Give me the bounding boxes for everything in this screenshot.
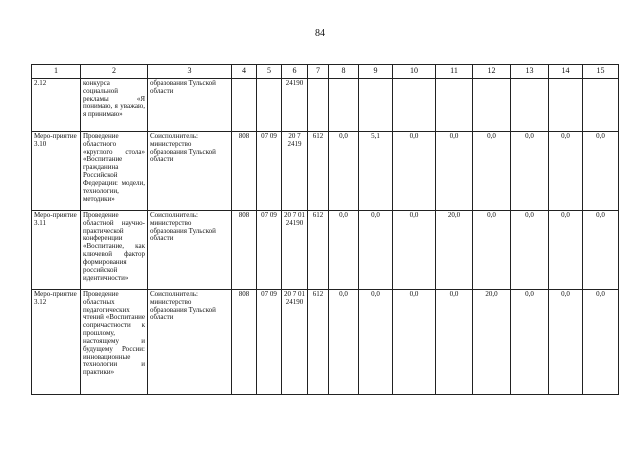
col-header: 6 [282,65,308,79]
target-code: 20 7 01 24190 [282,211,308,290]
table-row [32,132,619,211]
value-cell: 0,0 [511,290,549,395]
expense-type: 612 [308,290,329,395]
value-cell: 20,0 [473,290,511,395]
col-header: 5 [257,65,282,79]
event-description: Проведение областного «круглого стола» «Воспитание гражданина Российской Федерации: модели, технологии, методики» [81,132,148,211]
event-description: конкурса социальной рекламы «Я понимаю, я уважаю, я принимаю» [81,79,148,132]
grbs-code: 808 [232,211,257,290]
expense-type [308,79,329,132]
value-cell: 0,0 [549,132,583,211]
col-header: 2 [81,65,148,79]
col-header: 11 [436,65,473,79]
event-description: Проведение областных педагогических чтений «Воспитание сопричастности к прошлому, настоящему и будущему России: инновационные технологии и практики» [81,290,148,395]
header-row [32,65,619,79]
section-code [257,79,282,132]
executor: Соисполнитель: министерство образования Тульской области [148,132,232,211]
value-cell [359,79,393,132]
page-number: 84 [315,28,325,39]
col-header: 8 [329,65,359,79]
col-header: 1 [32,65,81,79]
col-header: 4 [232,65,257,79]
value-cell [436,79,473,132]
target-code: 24190 [282,79,308,132]
value-cell: 0,0 [473,211,511,290]
row-id: Меро-приятие 3.11 [32,211,81,290]
col-header: 13 [511,65,549,79]
value-cell: 20,0 [436,211,473,290]
value-cell: 0,0 [393,132,436,211]
target-code: 20 7 2419 [282,132,308,211]
value-cell [329,79,359,132]
col-header: 9 [359,65,393,79]
value-cell [583,79,619,132]
col-header: 3 [148,65,232,79]
grbs-code: 808 [232,290,257,395]
table-row [32,211,619,290]
value-cell [549,79,583,132]
value-cell: 0,0 [583,211,619,290]
value-cell: 0,0 [329,132,359,211]
value-cell [473,79,511,132]
value-cell: 0,0 [393,211,436,290]
expense-type: 612 [308,211,329,290]
col-header: 7 [308,65,329,79]
value-cell: 0,0 [359,290,393,395]
value-cell: 0,0 [511,211,549,290]
grbs-code [232,79,257,132]
section-code: 07 09 [257,211,282,290]
value-cell: 0,0 [473,132,511,211]
row-id: Меро-приятие 3.10 [32,132,81,211]
expense-type: 612 [308,132,329,211]
value-cell: 0,0 [549,290,583,395]
value-cell: 5,1 [359,132,393,211]
budget-table [31,64,619,395]
value-cell: 0,0 [583,290,619,395]
value-cell: 0,0 [511,132,549,211]
value-cell: 0,0 [436,290,473,395]
executor: образования Тульской области [148,79,232,132]
col-header: 14 [549,65,583,79]
value-cell [511,79,549,132]
value-cell [393,79,436,132]
value-cell: 0,0 [393,290,436,395]
section-code: 07 09 [257,132,282,211]
row-id: Меро-приятие 3.12 [32,290,81,395]
value-cell: 0,0 [549,211,583,290]
value-cell: 0,0 [359,211,393,290]
table-row [32,290,619,395]
event-description: Проведение областной научно-практической конференции «Воспитание, как ключевой фактор формирования российской идентичности» [81,211,148,290]
executor: Соисполнитель: министерство образования Тульской области [148,211,232,290]
value-cell: 0,0 [436,132,473,211]
grbs-code: 808 [232,132,257,211]
value-cell: 0,0 [329,290,359,395]
executor: Соисполнитель: министерство образования Тульской области [148,290,232,395]
section-code: 07 09 [257,290,282,395]
value-cell: 0,0 [583,132,619,211]
table-row [32,79,619,132]
value-cell: 0,0 [329,211,359,290]
row-id: 2.12 [32,79,81,132]
col-header: 10 [393,65,436,79]
col-header: 15 [583,65,619,79]
col-header: 12 [473,65,511,79]
target-code: 20 7 01 24190 [282,290,308,395]
